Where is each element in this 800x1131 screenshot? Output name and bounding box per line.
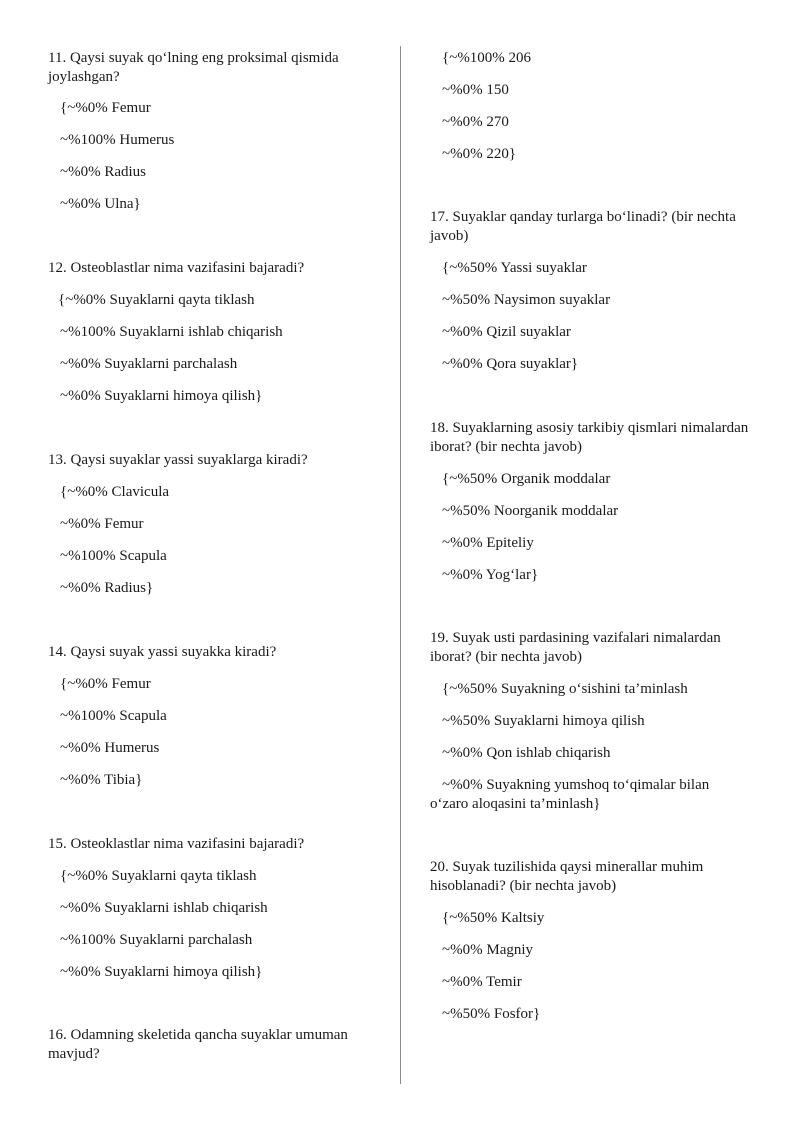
question-16-option-4: ~%0% 220} [442, 146, 517, 162]
question-13-option-3: ~%100% Scapula [60, 548, 167, 564]
question-14-text: 14. Qaysi suyak yassi suyakka kiradi? [48, 644, 277, 660]
question-17-option-2: ~%50% Naysimon suyaklar [442, 292, 611, 308]
question-15-option-3: ~%100% Suyaklarni parchalash [60, 932, 253, 948]
question-16-option-2: ~%0% 150 [442, 82, 509, 98]
question-12-option-1: {~%0% Suyaklarni qayta tiklash [58, 292, 255, 308]
question-14-option-2: ~%100% Scapula [60, 708, 167, 724]
question-18-option-3: ~%0% Epiteliy [442, 535, 534, 551]
question-13-option-2: ~%0% Femur [60, 516, 144, 532]
question-15-option-1: {~%0% Suyaklarni qayta tiklash [60, 868, 257, 884]
question-17-option-1: {~%50% Yassi suyaklar [442, 260, 587, 276]
question-17-text: 17. Suyaklar qanday turlarga bo‘linadi? (bir nechta javob) [430, 209, 736, 244]
question-19-option-3: ~%0% Qon ishlab chiqarish [442, 745, 611, 761]
column-divider [400, 46, 401, 1084]
question-15-option-4: ~%0% Suyaklarni himoya qilish} [60, 964, 263, 980]
question-20-text: 20. Suyak tuzilishida qaysi minerallar muhim hisoblanadi? (bir nechta javob) [430, 859, 704, 894]
question-13-option-1: {~%0% Clavicula [60, 484, 170, 500]
question-12-text: 12. Osteoblastlar nima vazifasini bajaradi? [48, 260, 305, 276]
question-12-option-4: ~%0% Suyaklarni himoya qilish} [60, 388, 263, 404]
question-18-option-1: {~%50% Organik moddalar [442, 471, 611, 487]
question-11-option-1: {~%0% Femur [60, 100, 151, 116]
question-20-option-4: ~%50% Fosfor} [442, 1006, 541, 1022]
question-19-option-1: {~%50% Suyakning o‘sishini ta’minlash [442, 681, 688, 697]
question-14-option-1: {~%0% Femur [60, 676, 151, 692]
question-15-text: 15. Osteoklastlar nima vazifasini bajaradi? [48, 836, 305, 852]
question-12-option-3: ~%0% Suyaklarni parchalash [60, 356, 238, 372]
question-12-option-2: ~%100% Suyaklarni ishlab chiqarish [60, 324, 283, 340]
question-17-option-3: ~%0% Qizil suyaklar [442, 324, 571, 340]
question-11-option-3: ~%0% Radius [60, 164, 147, 180]
question-19-option-2: ~%50% Suyaklarni himoya qilish [442, 713, 645, 729]
question-16-option-1: {~%100% 206 [442, 50, 532, 66]
question-20-option-3: ~%0% Temir [442, 974, 522, 990]
question-11-option-4: ~%0% Ulna} [60, 196, 141, 212]
question-20-option-2: ~%0% Magniy [442, 942, 534, 958]
question-16-option-3: ~%0% 270 [442, 114, 509, 130]
question-11-text: 11. Qaysi suyak qo‘lning eng proksimal qismida joylashgan? [48, 50, 339, 85]
question-11-option-2: ~%100% Humerus [60, 132, 175, 148]
question-19-option-4: ~%0% Suyakning yumshoq to‘qimalar bilan o‘zaro aloqasini ta’minlash} [430, 777, 710, 812]
question-14-option-3: ~%0% Humerus [60, 740, 160, 756]
question-15-option-2: ~%0% Suyaklarni ishlab chiqarish [60, 900, 268, 916]
question-19-text: 19. Suyak usti pardasining vazifalari nimalardan iborat? (bir nechta javob) [430, 630, 721, 665]
question-18-option-2: ~%50% Noorganik moddalar [442, 503, 619, 519]
question-20-option-1: {~%50% Kaltsiy [442, 910, 545, 926]
question-17-option-4: ~%0% Qora suyaklar} [442, 356, 579, 372]
question-14-option-4: ~%0% Tibia} [60, 772, 143, 788]
question-13-text: 13. Qaysi suyaklar yassi suyaklarga kiradi? [48, 452, 308, 468]
question-13-option-4: ~%0% Radius} [60, 580, 154, 596]
question-18-option-4: ~%0% Yog‘lar} [442, 567, 539, 583]
question-18-text: 18. Suyaklarning asosiy tarkibiy qismlari nimalardan iborat? (bir nechta javob) [430, 420, 749, 455]
question-16-text: 16. Odamning skeletida qancha suyaklar umuman mavjud? [48, 1027, 348, 1062]
